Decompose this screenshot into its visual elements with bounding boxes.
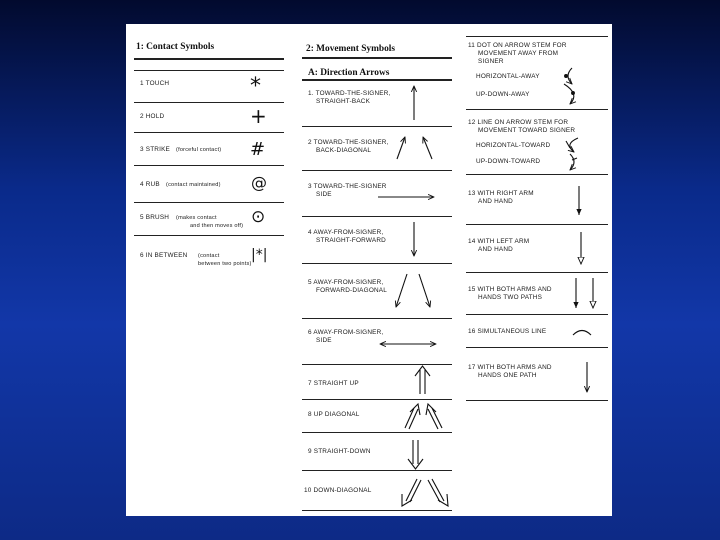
arrow-toward-back-diagonal-right [423,137,432,159]
notation-arrows [126,24,612,516]
contact-note-brush-2: and then moves off) [190,223,244,229]
contact-section-title: 1: Contact Symbols [136,42,215,52]
strike-symbol: # [250,139,266,160]
movement-7-line1: 7 STRAIGHT UP [308,380,359,387]
arrow-toward-back-diagonal-left [397,137,405,159]
arrow-away-forward-diagonal-right [419,274,430,307]
movement-3-line1: 3 TOWARD-THE-SIGNER [308,183,387,190]
contact-note-in-between-1: (contact [198,253,220,259]
contact-note-strike: (forceful contact) [176,147,222,153]
rub-symbol: @ [251,173,267,192]
item-12-sub-up-down-toward: UP-DOWN-TOWARD [476,158,541,165]
contact-label-in-between: 6 IN BETWEEN [140,252,188,259]
item-17-line1: 17 WITH BOTH ARMS AND [468,364,552,371]
contact-label-strike: 3 STRIKE [140,146,171,153]
item-12-sub-horizontal-toward: HORIZONTAL-TOWARD [476,142,551,149]
notation-page [126,24,612,516]
contact-note-brush-1: (makes contact [176,215,217,221]
item-12-line2: MOVEMENT TOWARD SIGNER [478,127,576,134]
arrow-up-down-toward [570,154,574,170]
touch-symbol: * [250,74,261,99]
item-15-line2: HANDS TWO PATHS [478,294,543,301]
movement-9-line1: 9 STRAIGHT-DOWN [308,448,371,455]
movement-6-line1: 6 AWAY-FROM-SIGNER, [308,329,384,336]
item-13-line2: AND HAND [478,198,513,205]
arrow-horizontal-away-dot [565,75,568,78]
arrow-horizontal-toward [570,138,578,152]
item-12-line1: 12 LINE ON ARROW STEM FOR [468,119,569,126]
contact-label-brush: 5 BRUSH [140,214,170,221]
arrow-down-diagonal-left-a [406,479,417,501]
arrow-horizontal-away [568,68,572,84]
item-17-line2: HANDS ONE PATH [478,372,537,379]
movement-4-line2: STRAIGHT-FORWARD [316,237,386,244]
contact-note-in-between-2: between two points) [198,261,252,267]
movement-5-line2: FORWARD-DIAGONAL [316,287,388,294]
item-13-line1: 13 WITH RIGHT ARM [468,190,534,197]
item-14-line1: 14 WITH LEFT ARM [468,238,530,245]
movement-4-line1: 4 AWAY-FROM-SIGNER, [308,229,384,236]
arrow-straight-down-head [408,459,423,469]
brush-symbol: ⊙ [251,207,266,227]
arrow-down-diagonal-left-b [410,480,421,502]
movement-5-line1: 5 AWAY-FROM-SIGNER, [308,279,384,286]
item-14-line2: AND HAND [478,246,513,253]
arrow-straight-up-head [415,366,430,376]
arrow-up-diagonal-right-a [432,408,442,428]
arrow-away-forward-diagonal-left [396,274,407,307]
item-11-sub-horizontal-away: HORIZONTAL-AWAY [476,73,540,80]
item-11-line1: 11 DOT ON ARROW STEM FOR [468,42,567,49]
in-between-symbol: |*| [251,247,268,263]
arrow-up-diagonal-left-a [405,408,414,428]
contact-label-hold: 2 HOLD [140,113,165,120]
simultaneous-line-arc [573,331,591,336]
movement-2-line1: 2 TOWARD-THE-SIGNER, [308,139,389,146]
movement-3-line2: SIDE [316,191,332,198]
item-11-line2: MOVEMENT AWAY FROM [478,50,559,57]
movement-1-line1: 1. TOWARD-THE-SIGNER, [308,90,391,97]
movement-8-line1: 8 UP DIAGONAL [308,411,360,418]
direction-arrows-subtitle: A: Direction Arrows [308,68,390,78]
arrow-up-down-away-dot [572,92,575,95]
movement-2-line2: BACK-DIAGONAL [316,147,372,154]
movement-section-title: 2: Movement Symbols [306,44,396,54]
arrow-horizontal-toward-tick [566,141,570,148]
contact-label-touch: 1 TOUCH [140,80,170,87]
item-11-line3: SIGNER [478,58,504,65]
movement-6-line2: SIDE [316,337,332,344]
contact-label-rub: 4 RUB [140,181,160,188]
contact-note-rub: (contact maintained) [166,182,221,188]
hold-symbol: + [250,104,267,128]
movement-10-line1: 10 DOWN-DIAGONAL [304,487,372,494]
arrow-up-diagonal-right-b [428,409,438,429]
movement-1-line2: STRAIGHT-BACK [316,98,371,105]
item-11-sub-up-down-away: UP-DOWN-AWAY [476,91,530,98]
item-15-line1: 15 WITH BOTH ARMS AND [468,286,552,293]
item-16-line1: 16 SIMULTANEOUS LINE [468,328,547,335]
